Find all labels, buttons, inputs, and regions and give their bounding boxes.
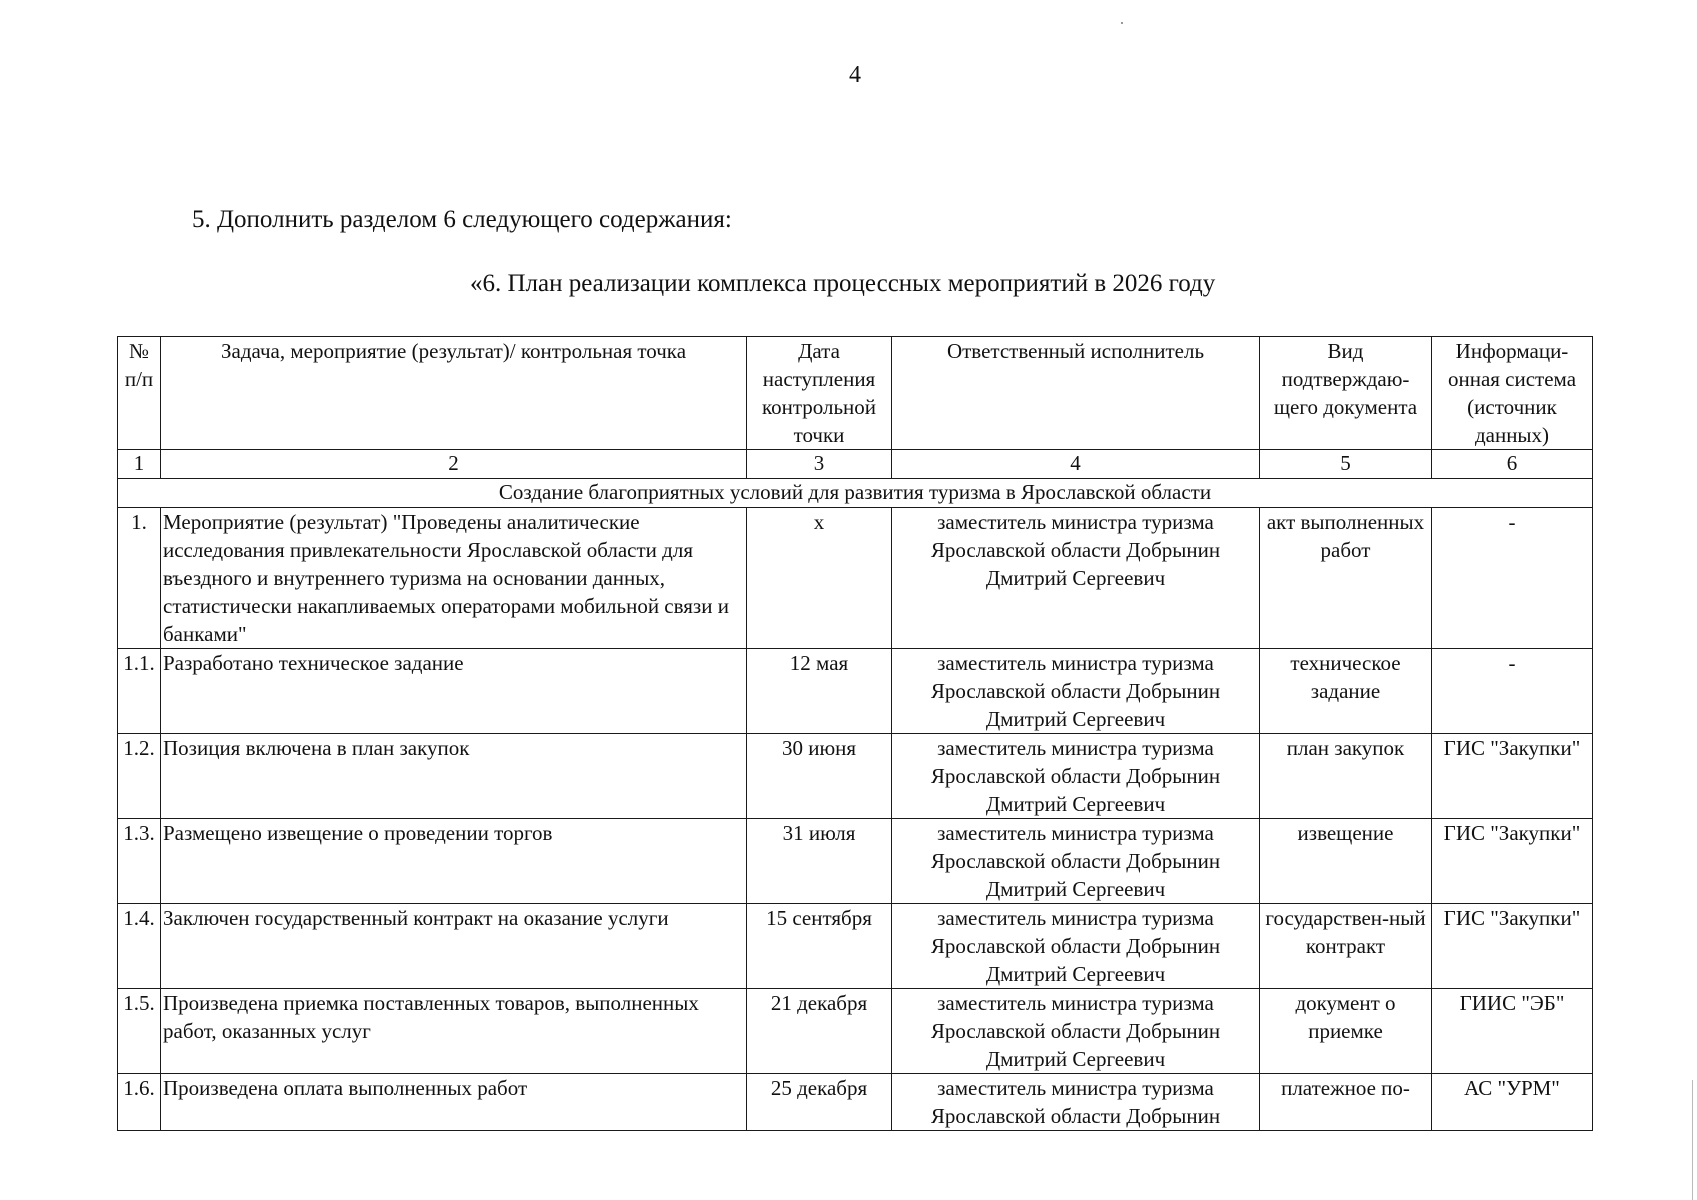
row-task: Заключен государственный контракт на оказание услуги: [161, 904, 747, 989]
row-date: 12 мая: [747, 649, 892, 734]
header-cell-number: № п/п: [118, 337, 161, 450]
header-cell-system: Информаци-онная система (источник данных): [1432, 337, 1593, 450]
row-number: 1.6.: [118, 1074, 161, 1131]
header-cell-responsible: Ответственный исполнитель: [892, 337, 1260, 450]
column-number-cell: 1: [118, 450, 161, 479]
row-date: х: [747, 508, 892, 649]
row-number: 1.4.: [118, 904, 161, 989]
section-row-title: Создание благоприятных условий для развития туризма в Ярославской области: [118, 479, 1593, 508]
row-date: 15 сентября: [747, 904, 892, 989]
row-date: 21 декабря: [747, 989, 892, 1074]
section-title: «6. План реализации комплекса процессных мероприятий в 2026 году: [470, 270, 1216, 297]
page-number: 4: [849, 62, 861, 88]
row-date: 25 декабря: [747, 1074, 892, 1131]
row-system: -: [1432, 649, 1593, 734]
row-number: 1.: [118, 508, 161, 649]
table-row: [118, 904, 1593, 989]
row-document: извещение: [1260, 819, 1432, 904]
table-row: [118, 1074, 1593, 1131]
row-number: 1.3.: [118, 819, 161, 904]
row-document: техническое задание: [1260, 649, 1432, 734]
row-document: документ о приемке: [1260, 989, 1432, 1074]
amendment-text: 5. Дополнить разделом 6 следующего содержания:: [192, 206, 732, 233]
table-row: [118, 508, 1593, 649]
table-header-row: [118, 337, 1593, 450]
row-document: акт выполненных работ: [1260, 508, 1432, 649]
table-row: [118, 734, 1593, 819]
row-responsible: заместитель министра туризма Ярославской области Добрынин Дмитрий Сергеевич: [892, 989, 1260, 1074]
column-number-cell: 4: [892, 450, 1260, 479]
row-task: Произведена приемка поставленных товаров, выполненных работ, оказанных услуг: [161, 989, 747, 1074]
row-responsible: заместитель министра туризма Ярославской области Добрынин Дмитрий Сергеевич: [892, 904, 1260, 989]
scan-edge-mark: [1692, 1080, 1693, 1200]
table-row: [118, 989, 1593, 1074]
row-number: 1.2.: [118, 734, 161, 819]
column-number-row: [118, 450, 1593, 479]
row-responsible: заместитель министра туризма Ярославской области Добрынин Дмитрий Сергеевич: [892, 649, 1260, 734]
row-task: Размещено извещение о проведении торгов: [161, 819, 747, 904]
row-task: Позиция включена в план закупок: [161, 734, 747, 819]
row-system: ГИС "Закупки": [1432, 904, 1593, 989]
row-document: государствен-ный контракт: [1260, 904, 1432, 989]
row-number: 1.5.: [118, 989, 161, 1074]
header-cell-document: Вид подтверждаю-щего документа: [1260, 337, 1432, 450]
scan-speck: [1121, 22, 1123, 24]
row-system: ГИС "Закупки": [1432, 819, 1593, 904]
row-system: -: [1432, 508, 1593, 649]
row-task: Мероприятие (результат) "Проведены аналитические исследования привлекательности Ярославской области для въездного и внутреннего туризма на основании данных, статистически накапливаемых операторами мобильной связи и банками": [161, 508, 747, 649]
column-number-cell: 2: [161, 450, 747, 479]
table-row: [118, 649, 1593, 734]
table-row: [118, 819, 1593, 904]
row-system: АС "УРМ": [1432, 1074, 1593, 1131]
row-system: ГИС "Закупки": [1432, 734, 1593, 819]
plan-table: [117, 336, 1593, 1131]
row-task: Произведена оплата выполненных работ: [161, 1074, 747, 1131]
column-number-cell: 3: [747, 450, 892, 479]
row-document: план закупок: [1260, 734, 1432, 819]
row-task: Разработано техническое задание: [161, 649, 747, 734]
section-row: [118, 479, 1593, 508]
row-responsible: заместитель министра туризма Ярославской области Добрынин Дмитрий Сергеевич: [892, 734, 1260, 819]
header-cell-task: Задача, мероприятие (результат)/ контрольная точка: [161, 337, 747, 450]
row-date: 30 июня: [747, 734, 892, 819]
row-system: ГИИС "ЭБ": [1432, 989, 1593, 1074]
row-responsible: заместитель министра туризма Ярославской области Добрынин: [892, 1074, 1260, 1131]
row-number: 1.1.: [118, 649, 161, 734]
column-number-cell: 5: [1260, 450, 1432, 479]
row-responsible: заместитель министра туризма Ярославской области Добрынин Дмитрий Сергеевич: [892, 508, 1260, 649]
row-document: платежное по-: [1260, 1074, 1432, 1131]
row-date: 31 июля: [747, 819, 892, 904]
row-responsible: заместитель министра туризма Ярославской области Добрынин Дмитрий Сергеевич: [892, 819, 1260, 904]
column-number-cell: 6: [1432, 450, 1593, 479]
header-cell-date: Дата наступления контрольной точки: [747, 337, 892, 450]
